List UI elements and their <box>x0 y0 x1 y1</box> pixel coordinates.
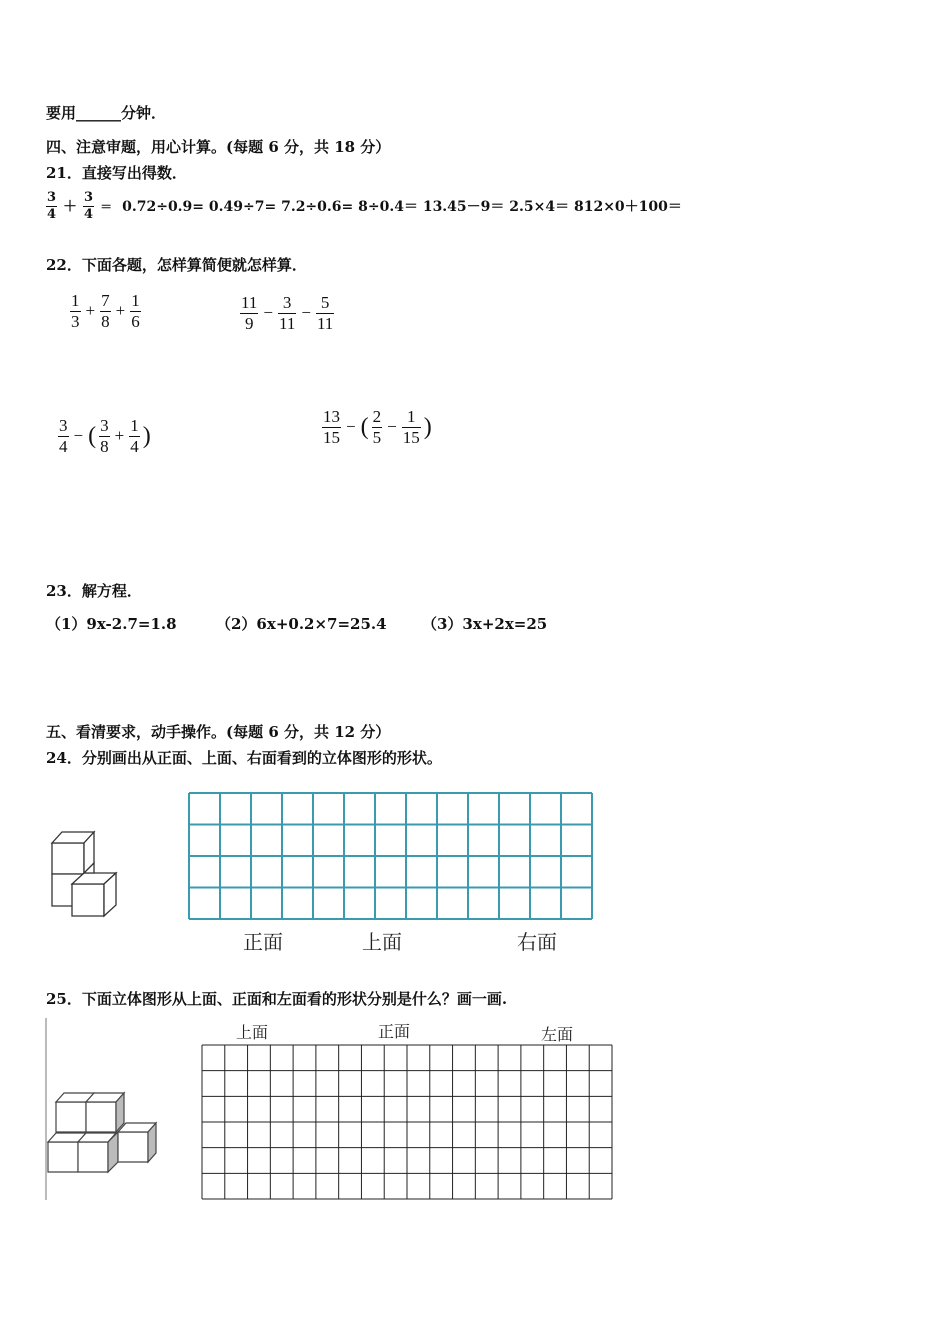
q22-label: 22．下面各题，怎样算简便就怎样算． <box>46 256 307 274</box>
frac: $\frac{11}{9}$ <box>241 293 258 333</box>
frac: $\frac{3}{11}$ <box>278 293 296 333</box>
section4-title: 四、注意审题，用心计算。(每题 6 分，共 18 分） <box>46 138 391 156</box>
frac: $\frac{2}{5}$ <box>372 407 382 447</box>
q22-expr1: $\frac{1}{3}$ + $\frac{7}{8}$ + $\frac{1}{6}$ <box>71 291 140 331</box>
q21-expressions <box>46 191 682 221</box>
q23-eq1: （1）9x-2.7=1.8 <box>46 615 177 633</box>
q21-frac1: $\frac{3}{4}$ <box>47 190 57 222</box>
q23-eq3: （3）3x+2x=25 <box>422 615 548 633</box>
q25-face-front: 正面 <box>378 1022 411 1041</box>
frac: $\frac{3}{8}$ <box>100 416 109 456</box>
q22-expr4: $\frac{13}{15}$ − ( $\frac{2}{5}$ − $\frac{1}{15}$ ) <box>323 407 432 447</box>
q22-expr2: $\frac{11}{9}$ − $\frac{3}{11}$ − $\frac{5}{11}$ <box>241 293 334 333</box>
q24-face-top: 上面 <box>362 930 402 954</box>
q24-face-front: 正面 <box>243 930 283 954</box>
q25-face-top: 上面 <box>236 1023 269 1042</box>
q24-face-right: 右面 <box>517 930 557 954</box>
q25-label: 25．下面立体图形从上面、正面和左面看的形状分别是什么？画一画. <box>46 990 508 1008</box>
top-line: 要用______分钟． <box>46 104 167 122</box>
frac: $\frac{1}{6}$ <box>131 291 140 331</box>
frac: $\frac{1}{4}$ <box>130 416 139 456</box>
q25-face-left: 左面 <box>541 1025 574 1044</box>
q24-cube-figure <box>46 826 136 918</box>
q21-label: 21．直接写出得数． <box>46 164 187 182</box>
frac: $\frac{1}{3}$ <box>71 291 80 331</box>
section5-title: 五、看清要求，动手操作。(每题 6 分，共 12 分） <box>46 723 391 741</box>
frac: $\frac{3}{4}$ <box>59 416 68 456</box>
q24-drawing-grid[interactable] <box>188 792 593 920</box>
q25-drawing-grid[interactable] <box>201 1044 613 1200</box>
frac: $\frac{1}{15}$ <box>402 407 420 447</box>
q24-label: 24．分别画出从正面、上面、右面看到的立体图形的形状。 <box>46 749 442 767</box>
q21-rest: 0.72÷0.9= 0.49÷7= 7.2÷0.6= 8÷0.4＝ 13.45－9＝ 2.5×4＝ 812×0＋100＝ <box>122 199 682 216</box>
q21-plus: ＋ <box>63 199 78 216</box>
q22-expr3: $\frac{3}{4}$ − ( $\frac{3}{8}$ + $\frac{1}{4}$ ) <box>59 416 151 456</box>
q21-eq: ＝ <box>100 199 113 214</box>
q25-cube-figure <box>46 1090 160 1174</box>
q23-eq2: （2）6x+0.2×7=25.4 <box>216 615 387 633</box>
frac: $\frac{7}{8}$ <box>101 291 110 331</box>
frac: $\frac{5}{11}$ <box>316 293 334 333</box>
frac: $\frac{13}{15}$ <box>323 407 340 447</box>
q21-frac2: $\frac{3}{4}$ <box>84 190 94 222</box>
q23-label: 23．解方程． <box>46 582 142 600</box>
